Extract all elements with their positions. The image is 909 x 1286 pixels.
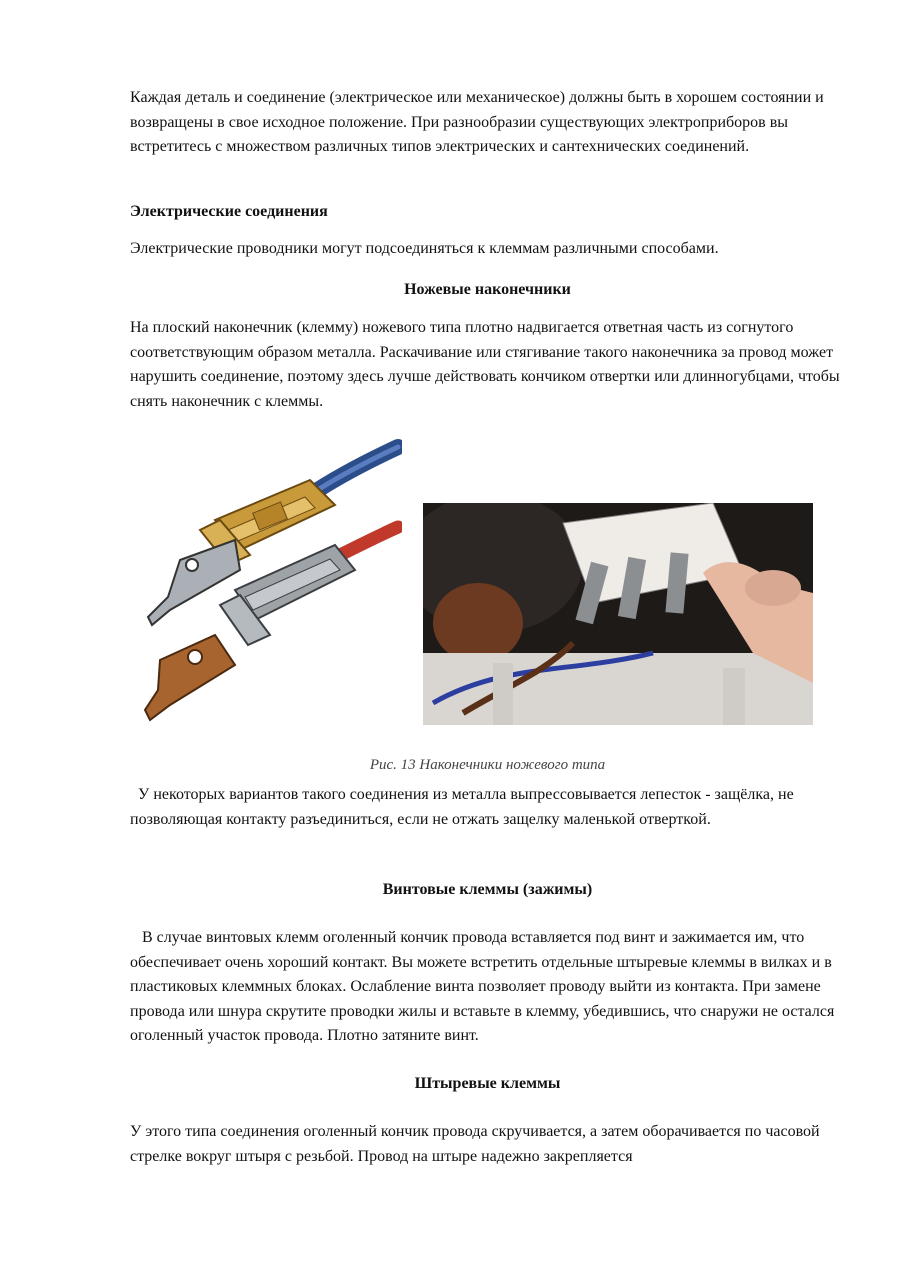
pin-terminals-heading: Штыревые клеммы	[414, 1075, 561, 1092]
electric-connections-paragraph: Электрические проводники могут подсоединяться к клеммам различными способами.	[130, 240, 719, 257]
intro-paragraph: Каждая деталь и соединение (электрическое или механическое) должны быть в хорошем состоянии и возвращены в свое исходное положение. При разнообразии существующих электроприборов вы встретитесь с множеством различных типов электрических и сантехнических соединений.	[130, 89, 824, 155]
electric-connections-heading: Электрические соединения	[130, 203, 328, 220]
knife-terminals-illustration	[140, 435, 402, 725]
knife-terminals-paragraph: На плоский наконечник (клемму) ножевого типа плотно надвигается ответная часть из согнутого соответствующим образом металла. Раскачивание или стягивание такого наконечника за провод может нарушить соединение, поэтому здесь лучше действовать кончиком отвертки или длинногубцами, чтобы снять наконечник с клеммы.	[130, 319, 840, 410]
screw-terminals-heading: Винтовые клеммы (зажимы)	[382, 881, 593, 898]
figure-caption: Рис. 13 Наконечники ножевого типа	[369, 757, 606, 773]
screw-terminals-paragraph: В случае винтовых клемм оголенный кончик провода вставляется под винт и зажимается им, что обеспечивает очень хороший контакт. Вы можете встретить отдельные штыревые клеммы в вилках и в пластиковых клеммных блоках. Ослабление винта позволяет проводу выйти из контакта. При замене провода или шнура скрутите проводки жилы и вставьте в клемму, убедившись, что снаружи не остался оголенный участок провода. Плотно затяните винт.	[130, 929, 839, 1044]
terminal-block-photo	[423, 503, 813, 725]
pin-terminals-paragraph: У этого типа соединения оголенный кончик провода скручивается, а затем оборачивается по часовой стрелке вокруг штыря с резьбой. Провод на штыре надежно закрепляется	[130, 1123, 820, 1165]
knife-terminals-heading: Ножевые наконечники	[404, 281, 571, 298]
latch-paragraph: У некоторых вариантов такого соединения из металла выпрессовывается лепесток - защёлка, не позволяющая контакту разъединиться, если не отжать защелку маленькой отверткой.	[130, 786, 798, 828]
